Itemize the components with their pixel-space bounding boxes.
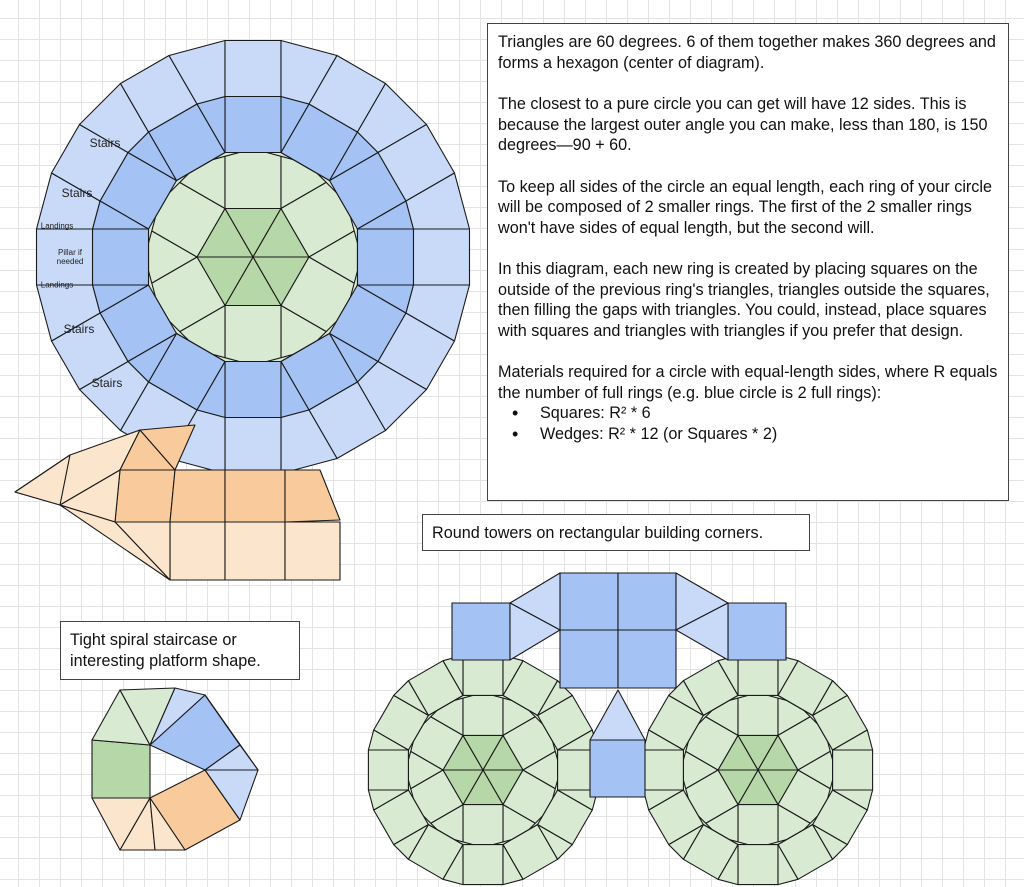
big-ring2-square	[93, 229, 149, 285]
explanation-paragraph-5: Materials required for a circle with equal-length sides, where R equals the number of full rings (e.g. blue circle is 2 full rings):	[498, 363, 998, 402]
explanation-panel	[487, 23, 1009, 501]
base-square	[225, 470, 285, 522]
materials-wedges: • Wedges: R² * 12 (or Squares * 2)	[512, 424, 998, 445]
tower-ring2-square	[833, 750, 873, 790]
stairs-label-1: Stairs	[89, 136, 121, 150]
spiral-caption: Tight spiral staircase or interesting platform shape.	[60, 621, 300, 680]
big-ring1-square	[225, 153, 281, 209]
tower-ring2-square	[368, 750, 408, 790]
tower-ring2-square	[738, 655, 778, 695]
landings-label-2: Landings	[40, 280, 74, 290]
base-square	[170, 470, 225, 522]
tower-top-square	[618, 630, 676, 688]
tower-ring2-square	[463, 845, 503, 885]
tower-top-square	[618, 573, 676, 630]
tower-top-square	[452, 603, 510, 660]
materials-squares: • Squares: R² * 6	[512, 403, 998, 424]
tower-ring1-square	[738, 695, 778, 735]
spiral-square	[92, 740, 150, 798]
base-square	[285, 522, 340, 580]
explanation-paragraph-3: To keep all sides of the circle an equal length, each ring of your circle will be composed of 2 smaller rings. The first of the 2 smaller rings won't have sides of equal length, but the second will.	[498, 177, 992, 237]
base-square	[115, 470, 175, 522]
tower-ring1-square	[738, 805, 778, 845]
tower-top-square	[560, 630, 618, 688]
tower-top-square	[560, 573, 618, 630]
stairs-label-4: Stairs	[91, 376, 123, 390]
base-triangle	[15, 455, 70, 505]
explanation-paragraph-2: The closest to a pure circle you can get will have 12 sides. This is because the largest outer angle you can make, less than 180, is 150 degrees—90 + 60.	[498, 95, 988, 154]
tower-ring2-square	[738, 845, 778, 885]
tower-ring1-square	[463, 805, 503, 845]
base-square	[225, 522, 285, 580]
base-square	[170, 522, 225, 580]
towers-caption: Round towers on rectangular building corners.	[422, 514, 810, 551]
big-ring3-square	[225, 418, 281, 474]
tower-ring2-square	[463, 655, 503, 695]
materials-list	[498, 403, 998, 444]
big-ring2-square	[225, 362, 281, 418]
tower-ring2-square	[643, 750, 683, 790]
big-ring3-square	[225, 41, 281, 97]
stairs-label-2: Stairs	[61, 186, 93, 200]
big-ring2-square	[358, 229, 414, 285]
big-ring1-square	[225, 306, 281, 362]
tower-middle-triangle	[590, 690, 645, 740]
pillar-label: Pillar if needed	[56, 248, 84, 266]
tower-ring1-square	[463, 695, 503, 735]
base-square	[285, 470, 340, 522]
big-ring2-square	[225, 97, 281, 153]
explanation-paragraph-4: In this diagram, each new ring is created by placing squares on the outside of the previous ring's triangles, triangles outside the squares, then filling the gaps with triangles. You could, instead, place squares with squares and triangles with triangles if you prefer that design.	[498, 260, 990, 340]
big-ring3-square	[414, 229, 470, 285]
explanation-paragraph-1: Triangles are 60 degrees. 6 of them together makes 360 degrees and forms a hexagon (center of diagram).	[498, 33, 996, 72]
stairs-label-3: Stairs	[63, 322, 95, 336]
tower-top-square	[728, 603, 786, 660]
tower-middle-square	[590, 740, 645, 797]
landings-label-1: Landings	[40, 221, 74, 231]
